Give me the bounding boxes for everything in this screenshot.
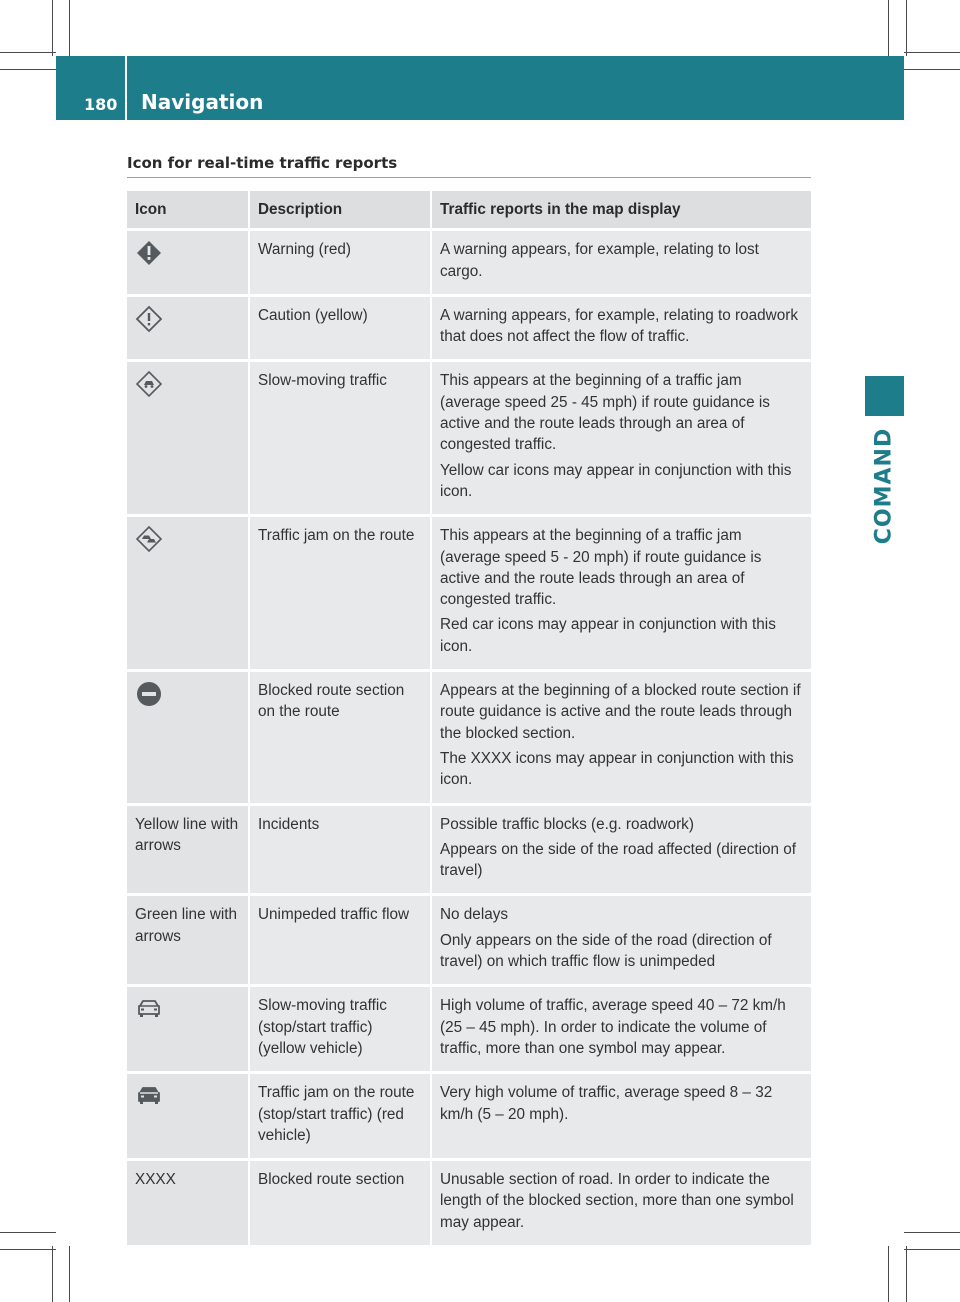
crop-mark [904,52,960,53]
details-cell [430,517,811,669]
crop-mark [69,0,70,56]
detail-text: No delays [440,906,509,924]
icon-cell [127,362,248,514]
icon-label-cell: XXXX [127,1161,248,1245]
table-row [127,1161,811,1245]
description-cell: Unimpeded traffic flow [248,896,430,984]
crop-mark [904,1232,960,1233]
icon-label-cell: Yellow line with arrows [127,806,248,894]
description-cell: Caution (yellow) [248,297,430,360]
crop-mark [0,69,56,70]
traffic-icons-table [127,188,811,1248]
detail-text: This appears at the beginning of a traffic jam (average speed 25 - 45 mph) if route guidance is active and the route leads through an area of congested traffic. [440,372,770,454]
table-row [127,896,811,984]
detail-text: This appears at the beginning of a traffic jam (average speed 5 - 20 mph) if route guidance is active and the route leads through an area of congested traffic. [440,527,762,609]
table-header-row [127,191,811,228]
table-row [127,987,811,1071]
description-cell: Blocked route section on the route [248,672,430,802]
crop-mark [52,0,53,56]
red-vehicle-icon [135,1082,163,1110]
detail-text: A warning appears, for example, relating to roadwork that does not affect the flow of traffic. [440,306,798,346]
description-cell: Slow-moving traffic [248,362,430,514]
crop-mark [0,1232,56,1233]
yellow-vehicle-icon [135,995,163,1023]
column-header-icon: Icon [127,191,248,228]
detail-text: Only appears on the side of the road (direction of travel) on which traffic flow is unimpeded [440,931,772,971]
table-row [127,806,811,894]
table-row [127,297,811,360]
details-cell [430,672,811,802]
detail-text: A warning appears, for example, relating to lost cargo. [440,241,759,280]
header-bar [56,56,904,120]
icon-label-cell: Green line with arrows [127,896,248,984]
detail-text: Very high volume of traffic, average speed 8 – 32 km/h (5 – 20 mph). [440,1084,773,1123]
description-cell: Warning (red) [248,231,430,294]
detail-text: Appears at the beginning of a blocked route section if route guidance is active and the route leads through the blocked section. [440,682,801,742]
detail-text: High volume of traffic, average speed 40 – 72 km/h (25 – 45 mph). In order to indicate the volume of traffic, more than one symbol may appear. [440,997,786,1057]
crop-mark [69,1246,70,1302]
column-header-description: Description [248,191,430,228]
icon-cell [127,517,248,669]
icon-cell [127,297,248,360]
icon-cell [127,672,248,802]
details-cell [430,362,811,514]
table-row [127,517,811,669]
icon-cell [127,231,248,294]
crop-mark [0,1249,56,1250]
crop-mark [888,1246,889,1302]
crop-mark [906,0,907,56]
crop-mark [52,1246,53,1302]
crop-mark [904,69,960,70]
crop-mark [904,1249,960,1250]
icon-cell [127,1074,248,1158]
details-cell [430,1161,811,1245]
description-cell: Slow-moving traffic (stop/start traffic) (yellow vehicle) [248,987,430,1071]
slow-moving-traffic-icon [135,370,163,398]
column-header-map-display: Traffic reports in the map display [430,191,811,228]
caution-yellow-icon [135,305,163,333]
description-cell: Incidents [248,806,430,894]
crop-mark [906,1246,907,1302]
detail-text: Appears on the side of the road affected (direction of travel) [440,840,797,880]
blocked-route-icon [135,680,163,708]
warning-red-icon [135,239,163,267]
description-cell: Blocked route section [248,1161,430,1245]
crop-mark [888,0,889,56]
details-cell [430,806,811,894]
details-cell [430,1074,811,1158]
description-cell: Traffic jam on the route (stop/start traffic) (red vehicle) [248,1074,430,1158]
icon-cell [127,987,248,1071]
description-cell: Traffic jam on the route [248,517,430,669]
details-cell [430,896,811,984]
detail-text: Possible traffic blocks (e.g. roadwork) [440,815,694,833]
table-row [127,1074,811,1158]
detail-text: Red car icons may appear in conjunction with this icon. [440,616,776,655]
heading-divider [127,177,811,178]
header-divider [125,56,127,120]
details-cell [430,231,811,294]
table-row [127,672,811,802]
side-tab-marker [865,376,904,416]
traffic-jam-icon [135,525,163,553]
details-cell [430,297,811,360]
detail-text: Unusable section of road. In order to indicate the length of the blocked section, more than one symbol may appear. [440,1171,794,1231]
side-tab-label: COMAND [871,427,897,545]
table-row [127,231,811,294]
details-cell [430,987,811,1071]
crop-mark [0,52,56,53]
detail-text: The XXXX icons may appear in conjunction with this icon. [440,749,794,789]
page-number: 180 [84,95,118,114]
table-row [127,362,811,514]
chapter-title: Navigation [141,90,264,114]
detail-text: Yellow car icons may appear in conjunction with this icon. [440,461,792,500]
section-heading: Icon for real-time traffic reports [127,154,398,172]
